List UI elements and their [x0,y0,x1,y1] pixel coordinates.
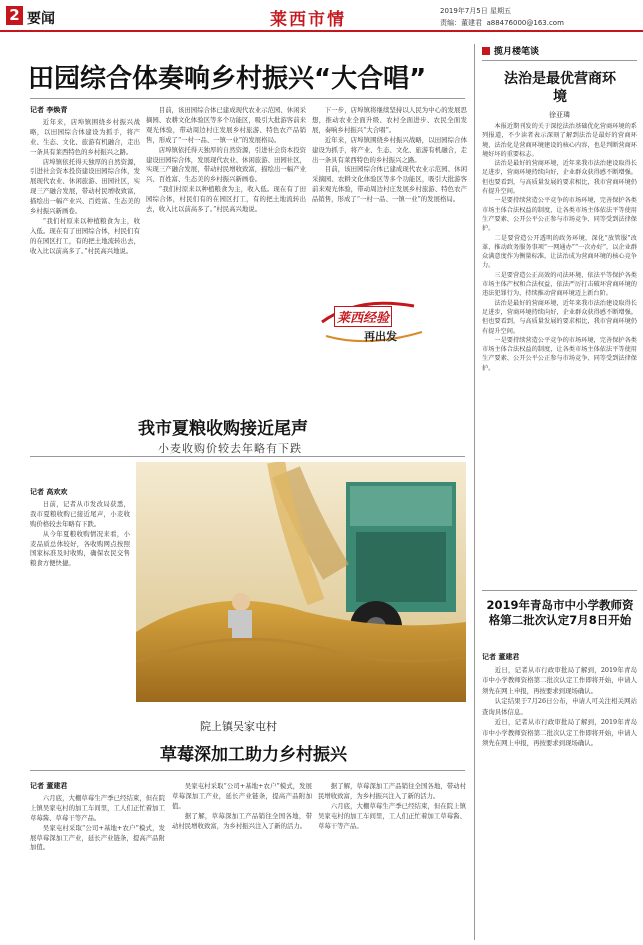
harvest-headline: 我市夏粮收购接近尾声 [138,419,308,439]
berry-kicker: 院上镇吴家屯村 [200,720,277,733]
lead-paragraph: 目前，该田园综合体已建成现代农业示范园、休闲采摘园、农耕文化体验区等多个功能区，吸引大批游客前来观光体验，带动周边村庄发展乡村旅游、特色农产品销售，形成了“一村一品、一镇一业”的发展格局。 [312,165,467,204]
sidebar-paragraph: 法治是最好的营商环境，近年来我市法治建设取得长足进步，营商环境持续向好，企业群众获得感不断增强。但也要看到，与高质量发展的要求相比，我市营商环境仍有提升空间。 [482,160,637,196]
sidebar-paragraph: 一是要持续营造公平竞争的市场环境，完善保护各类市场主体合法权益的制度，让各类市场主体依法平等使用生产要素、公开公平公正参与市场竞争、同等受到法律保护。 [482,197,637,233]
lead-rule [30,98,465,99]
lead-paragraph: 近年来，店埠镇围绕乡村振兴战略，以田园综合体建设为抓手，将产业、生态、文化、旅游有机融合，走出一条具有莱西特色的乡村振兴之路。 [30,117,140,156]
page-number: 2 [6,6,23,25]
berry-column-1 [30,782,165,942]
lead-paragraph: 店埠镇依托得天独厚的自然资源，引进社会资本投资建设田园综合体，发展现代农业、休闲旅游、田园社区，实现三产融合发展，带动村民增收致富，描绘出一幅产业兴、百姓富、生态美的乡村振兴新画卷。 [30,157,140,216]
notice-column [482,652,637,940]
sidebar-paragraph: 二是要营造公开透明的政务环境，深化“放管服”改革，推动政务服务事项“一网通办”“一次办好”，以企业群众满意度作为衡量标准，让法治成为营商环境的核心竞争力。 [482,234,637,270]
lead-badge [318,292,428,350]
badge-subtitle: 再出发 [364,330,397,343]
notice-byline: 记者 董建君 [482,653,520,661]
lead-column-2 [146,106,306,424]
badge-title: 莱西经验 [334,306,392,327]
lead-column-1 [30,106,140,424]
section-title: 要闻 [27,11,55,27]
editor-line [440,18,564,28]
harvest-rule [30,456,465,457]
notice-paragraph: 认定结果于7月26日公布，申请人可关注相关网站查询具体信息。 [482,697,637,716]
sidebar-paragraph: 法治是最好的营商环境，近年来我市法治建设取得长足进步，营商环境持续向好，企业群众获得感不断增强。但也要看到，与高质量发展的要求相比，我市营商环境仍有提升空间。 [482,299,637,335]
lead-byline: 记者 李焕青 [30,106,68,114]
column-divider [474,44,475,940]
wheat-harvest-photo [136,462,466,702]
lead-paragraph: 近年来，店埠镇围绕乡村振兴战略，以田园综合体建设为抓手，将产业、生态、文化、旅游有机融合，走出一条具有莱西特色的乡村振兴之路。 [312,135,467,164]
notice-paragraph: 近日，记者从市行政审批局了解到，2019年青岛市中小学教师资格第二批次认定工作即将开始，申请人须先在网上申报，再按要求到现场确认。 [482,665,637,695]
berry-paragraph: 吴家屯村采取“公司+基地+农户”模式，发展草莓深加工产业，延长产业链条，提高产品附加值。 [30,823,165,852]
sidebar-body [482,122,637,580]
lead-paragraph: 目前，该田园综合体已建成现代农业示范园、休闲采摘园、农耕文化体验区等多个功能区，吸引大批游客前来观光体验，带动周边村庄发展乡村旅游、特色农产品销售，形成了“一村一品、一镇一业”的发展格局。 [146,106,306,144]
harvest-paragraph: 从今年夏粮收购情况来看，小麦品质总体较好，各收购网点按照国家标准及时收购，确保农民交售粮食方便快捷。 [30,529,130,568]
editor-name: 责编：董建君 [440,19,482,27]
berry-headline: 草莓深加工助力乡村振兴 [160,745,347,765]
harvest-byline: 记者 高欢欢 [30,488,68,496]
sidebar-top-rule [482,60,637,61]
berry-paragraph: 吴家屯村采取“公司+基地+农户”模式，发展草莓深加工产业，延长产业链条，提高产品附加值。 [172,782,312,810]
berry-paragraph: 据了解，草莓深加工产品销往全国各地，带动村民增收致富，为乡村振兴注入了新的活力。 [318,782,466,800]
sidebar-paragraph: 本报近期刊发的关于深挖法治基础优化营商环境的系列报道，不少读者表示深刻了解到法治是最好的营商环境，法治化是营商环境建设的核心内容，也是判断营商环境好坏的重要标志。 [482,123,637,158]
newspaper-logo: 莱西市情 [270,10,346,30]
lead-headline: 田园综合体奏响乡村振兴“大合唱” [28,64,427,94]
berry-paragraph: 据了解，草莓深加工产品销往全国各地，带动村民增收致富，为乡村振兴注入了新的活力。 [172,811,312,830]
sidebar-paragraph: 一是要持续营造公平竞争的市场环境，完善保护各类市场主体合法权益的制度，让各类市场主体依法平等使用生产要素、公开公平公正参与市场竞争、同等受到法律保护。 [482,336,637,372]
harvest-column [30,488,130,748]
sidebar-headline: 法治是最优营商环境 [504,71,616,105]
harvest-subheadline: 小麦收购价较去年略有下跌 [158,442,302,455]
sidebar-author: 徐亚璘 [549,111,570,119]
sidebar-section-tag [482,44,637,58]
header-rule [0,30,643,32]
berry-column-2 [172,782,312,942]
notice-paragraph: 近日，记者从市行政审批局了解到，2019年青岛市中小学教师资格第二批次认定工作即将开始，申请人须先在网上申报，再按要求到现场确认。 [482,718,637,747]
issue-date: 2019年7月5日 星期五 [440,7,511,15]
berry-column-3 [318,782,466,942]
berry-byline: 记者 董建君 [30,782,68,790]
berry-rule [30,770,465,771]
lead-paragraph: “我们村原来以种植粮食为主，收入低。现在有了田园综合体，村民们有的在园区打工，有的把土地流转出去，收入比以前高多了。”村民高兴地说。 [30,216,140,255]
berry-paragraph: 六月底，大棚草莓生产季已经结束，但在院上镇吴家屯村的加工车间里，工人们正忙着加工草莓酱、草莓干等产品。 [30,793,165,822]
lead-paragraph: 下一步，店埠镇将继续坚持以人民为中心的发展思想，推动农业全面升级、农村全面进步、农民全面发展，奏响乡村振兴“大合唱”。 [312,106,467,134]
square-bullet-icon [482,47,490,55]
editor-email[interactable]: a88476000@163.com [486,19,564,27]
berry-paragraph: 六月底，大棚草莓生产季已经结束，但在院上镇吴家屯村的加工车间里，工人们正忙着加工草莓酱、草莓干等产品。 [318,801,466,830]
harvest-paragraph: 日前，记者从市发改局获悉，我市夏粮收购已接近尾声，小麦收购价格较去年略有下跌。 [30,499,130,528]
sidebar-section-title: 揽月楼笔谈 [494,47,540,57]
sidebar-mid-rule [482,590,637,591]
lead-paragraph: 店埠镇依托得天独厚的自然资源，引进社会资本投资建设田园综合体，发展现代农业、休闲旅游、田园社区，实现三产融合发展，带动村民增收致富，描绘出一幅产业兴、百姓富、生态美的乡村振兴新画卷。 [146,145,306,184]
sidebar-paragraph: 三是要营造公正高效的司法环境，依法平等保护各类市场主体产权和合法权益，依法严厉打击破坏营商环境的违法犯罪行为，持续推动营商环境迈上新台阶。 [482,271,637,298]
notice-headline: 2019年青岛市中小学教师资格第二批次认定7月8日开始 [486,598,634,627]
lead-paragraph: “我们村原来以种植粮食为主，收入低。现在有了田园综合体，村民们有的在园区打工，有的把土地流转出去，收入比以前高多了。”村民高兴地说。 [146,185,306,214]
